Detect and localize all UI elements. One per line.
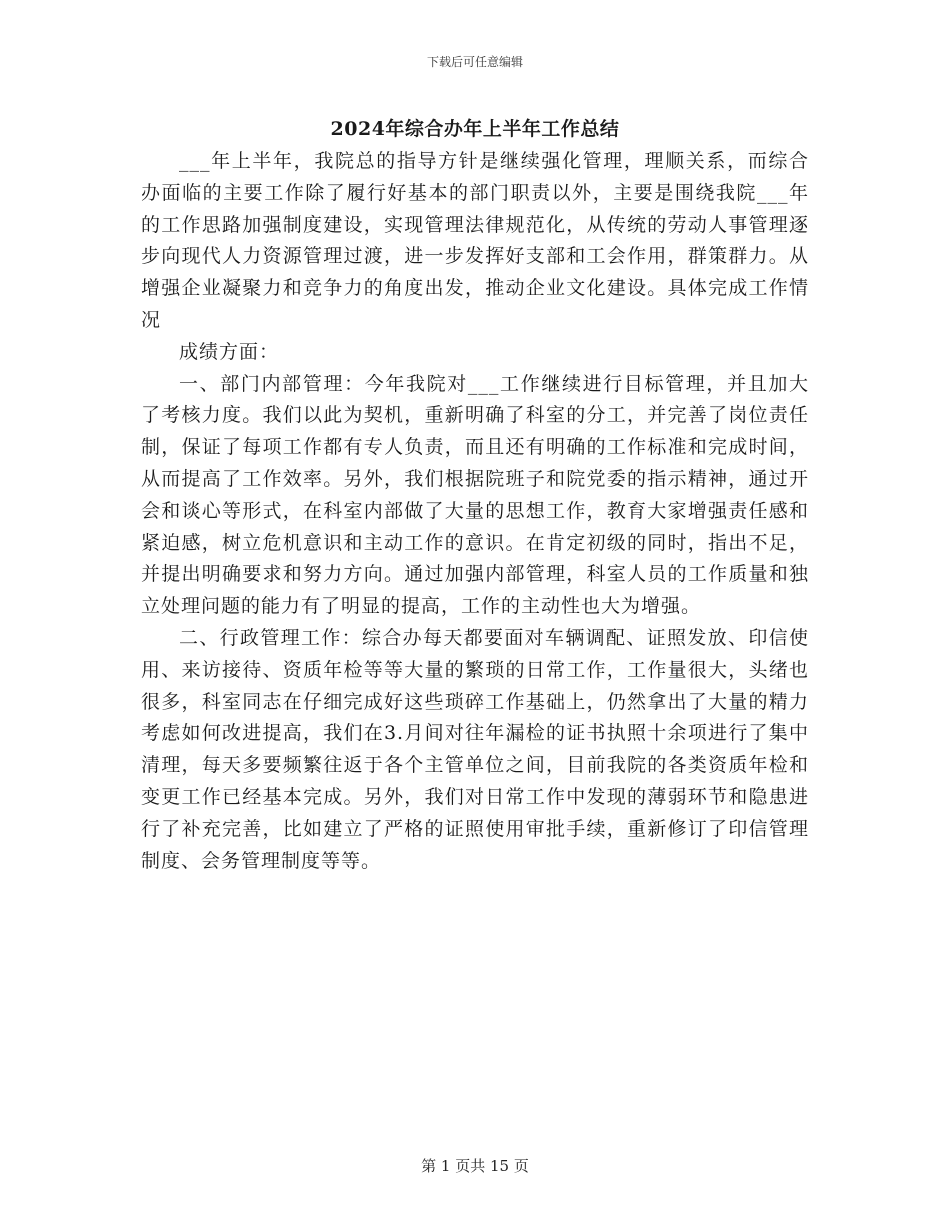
paragraph-achievements-heading: 成绩方面： — [179, 340, 280, 363]
header-note: 下载后可任意编辑 — [426, 55, 523, 69]
paragraph-intro: ___年上半年，我院总的指导方针是继续强化管理，理顺关系，而综合办面临的主要工作除了履行好基本的部门职责以外，主要是围绕我院___年的工作思路加强制度建设，实现管理法律规范化，从传统的劳动人事管理逐步向现代人力资源管理过渡，进一步发挥好支部和工会作用，群策群力。从增强企业凝聚力和竞争力的角度出发，推动企业文化建设。具体完成工作情况 — [141, 150, 809, 331]
document-body — [141, 146, 809, 877]
paragraph-administrative-work: 二、行政管理工作：综合办每天都要面对车辆调配、证照发放、印信使用、来访接待、资质年检等等大量的繁琐的日常工作，工作量很大，头绪也很多，科室同志在仔细完成好这些琐碎工作基础上，仍然拿出了大量的精力考虑如何改进提高，我们在3.月间对往年漏检的证书执照十余项进行了集中清理，每天多要频繁往返于各个主管单位之间，目前我院的各类资质年检和变更工作已经基本完成。另外，我们对日常工作中发现的薄弱环节和隐患进行了补充完善，比如建立了严格的证照使用审批手续，重新修订了印信管理制度、会务管理制度等等。 — [141, 626, 809, 872]
document-title: 2024年综合办年上半年工作总结 — [330, 118, 620, 140]
paragraph-department-management: 一、部门内部管理：今年我院对___工作继续进行目标管理，并且加大了考核力度。我们以此为契机，重新明确了科室的分工，并完善了岗位责任制，保证了每项工作都有专人负责，而且还有明确的工作标准和完成时间，从而提高了工作效率。另外，我们根据院班子和院党委的指示精神，通过开会和谈心等形式，在科室内部做了大量的思想工作，教育大家增强责任感和紧迫感，树立危机意识和主动工作的意识。在肯定初级的同时，指出不足，并提出明确要求和努力方向。通过加强内部管理，科室人员的工作质量和独立处理问题的能力有了明显的提高，工作的主动性也大为增强。 — [141, 372, 809, 618]
page-footer: 第 1 页共 15 页 — [421, 1157, 529, 1175]
